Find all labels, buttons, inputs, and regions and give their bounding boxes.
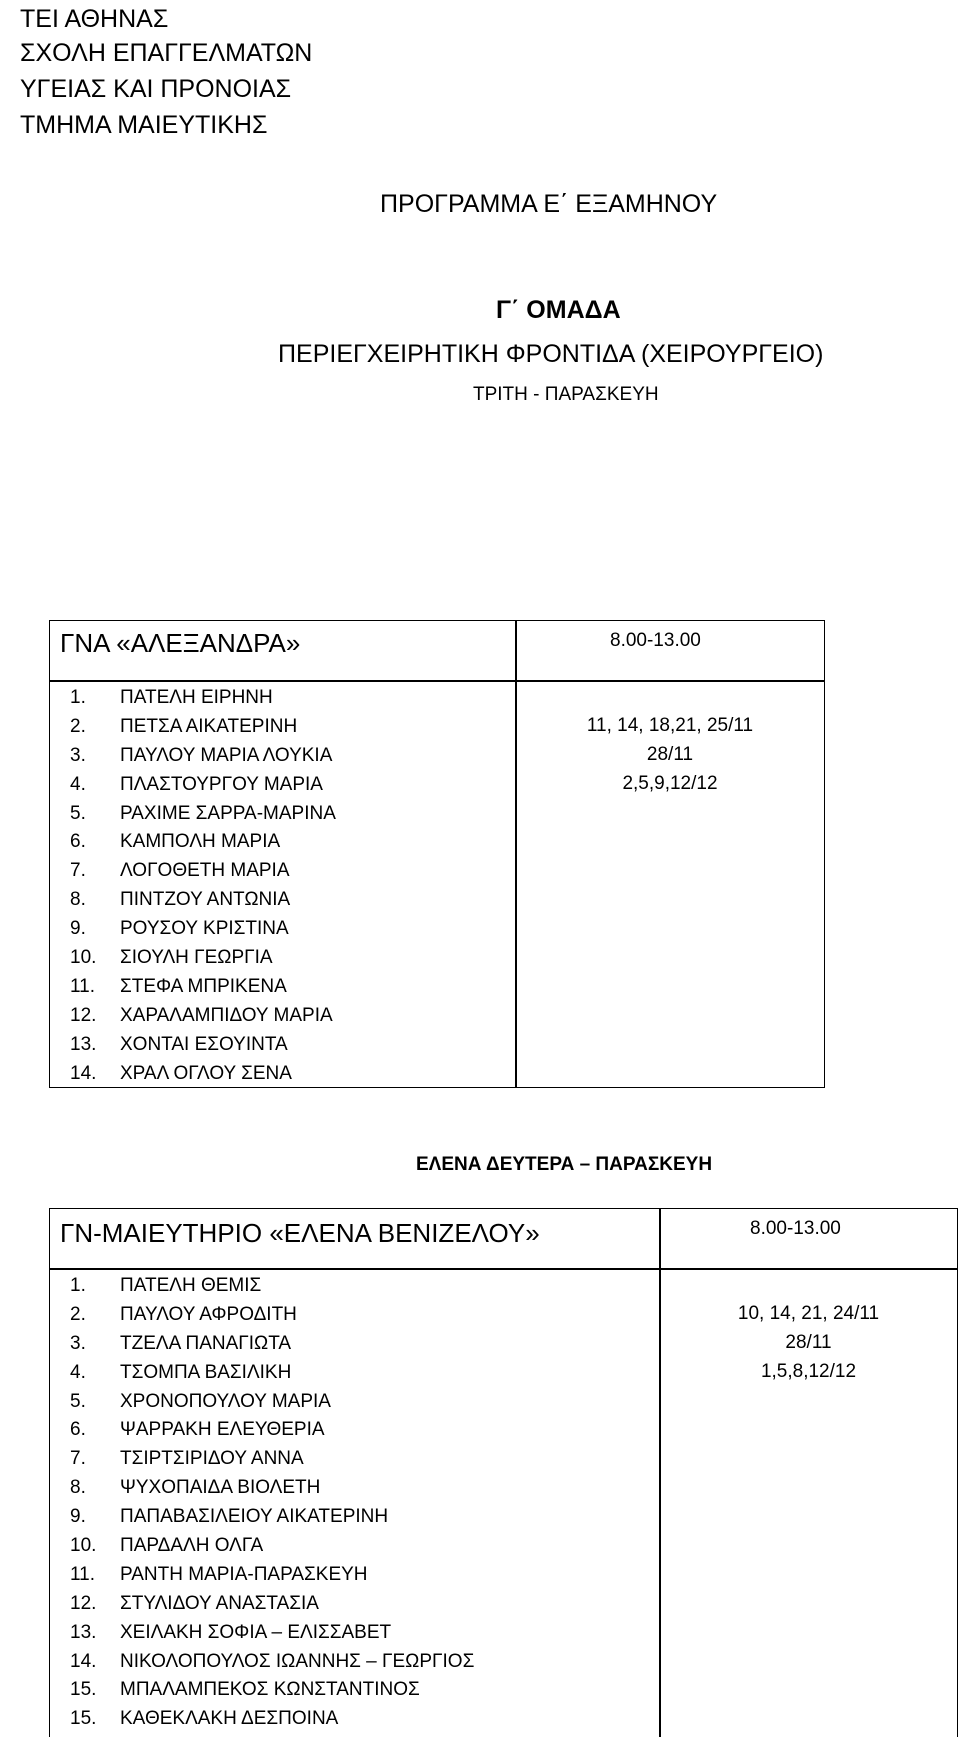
list-item-number: 10.	[70, 947, 97, 969]
list-item-number: 11.	[70, 975, 96, 997]
date-line: 28/11	[785, 1331, 832, 1353]
table-elena-header-divider	[49, 1268, 958, 1270]
list-item	[70, 1619, 474, 1648]
list-item-number: 6.	[70, 831, 86, 853]
list-item	[70, 1676, 474, 1705]
list-item	[70, 828, 336, 857]
list-item	[70, 944, 336, 973]
list-item	[70, 1445, 474, 1474]
table-elena-title: ΓΝ-ΜΑΙΕΥΤΗΡΙΟ «ΕΛΕΝΑ ΒΕΝΙΖΕΛΟΥ»	[60, 1218, 540, 1248]
list-item-number: 14.	[70, 1062, 97, 1084]
list-item-number: 5.	[70, 802, 86, 824]
table-alexandra-dates	[517, 712, 823, 799]
student-name: ΚΑΘΕΚΛΑΚΗ ΔΕΣΠΟΙΝΑ	[120, 1708, 339, 1730]
list-item-number: 10.	[70, 1535, 97, 1557]
list-item-number: 11.	[70, 1563, 96, 1585]
student-name: ΨΑΡΡΑΚΗ ΕΛΕΥΘΕΡΙΑ	[120, 1419, 325, 1441]
student-name: ΚΑΜΠΟΛΗ ΜΑΡΙΑ	[120, 831, 281, 853]
list-item-number: 15.	[70, 1679, 97, 1701]
list-item-number: 9.	[70, 1506, 86, 1528]
student-name: ΧΟΝΤΑΙ ΕΣΟΥΙΝΤΑ	[120, 1033, 288, 1055]
student-name: ΠΕΤΣΑ ΑΙΚΑΤΕΡΙΝΗ	[120, 715, 298, 737]
student-name: ΠΑΥΛΟΥ ΜΑΡΙΑ ΛΟΥΚΙΑ	[120, 744, 333, 766]
list-item-number: 7.	[70, 1448, 86, 1470]
table-elena-dates	[661, 1300, 956, 1387]
list-item	[70, 1532, 474, 1561]
table-alexandra-column-divider	[515, 620, 517, 1088]
list-item-number: 6.	[70, 1419, 86, 1441]
date-line: 10, 14, 21, 24/11	[737, 1303, 880, 1324]
group-days: ΤΡΙΤΗ - ΠΑΡΑΣΚΕΥΗ	[473, 384, 659, 405]
date-line: 1,5,8,12/12	[760, 1360, 857, 1382]
group-name: Γ΄ ΟΜΑΔΑ	[496, 296, 621, 324]
list-item	[70, 1474, 474, 1503]
list-item-number: 8.	[70, 889, 86, 911]
list-item	[70, 1301, 474, 1330]
list-item-number: 8.	[70, 1477, 86, 1499]
student-name: ΡΑΝΤΗ ΜΑΡΙΑ-ΠΑΡΑΣΚΕΥΗ	[120, 1563, 368, 1585]
student-name: ΠΑΥΛΟΥ ΑΦΡΟΔΙΤΗ	[120, 1303, 297, 1325]
list-item-number: 13.	[70, 1033, 97, 1055]
school-name: ΣΧΟΛΗ ΕΠΑΓΓΕΛΜΑΤΩΝ	[20, 39, 313, 67]
list-item	[70, 1272, 474, 1301]
student-name: ΧΑΡΑΛΑΜΠΙΔΟΥ ΜΑΡΙΑ	[120, 1004, 333, 1026]
table-elena-column-divider	[659, 1208, 661, 1737]
table-alexandra-title: ΓΝΑ «ΑΛΕΞΑΝΔΡΑ»	[60, 628, 301, 658]
list-item	[70, 713, 336, 742]
list-item	[70, 1705, 474, 1734]
list-item-number: 4.	[70, 773, 86, 795]
student-name: ΠΑΤΕΛΗ ΕΙΡΗΝΗ	[120, 687, 273, 708]
list-item	[70, 1416, 474, 1445]
list-item	[70, 1031, 336, 1060]
date-line: 28/11	[646, 743, 694, 765]
list-item	[70, 742, 336, 771]
list-item	[70, 1388, 474, 1417]
list-item	[70, 1002, 336, 1031]
list-item-number: 2.	[70, 1303, 86, 1325]
list-item	[70, 1503, 474, 1532]
list-item-number: 7.	[70, 860, 86, 882]
student-name: ΜΠΑΛΑΜΠΕΚΟΣ ΚΩΝΣΤΑΝΤΙΝΟΣ	[120, 1679, 420, 1701]
school-name-cont: ΥΓΕΙΑΣ ΚΑΙ ΠΡΟΝΟΙΑΣ	[20, 75, 292, 103]
student-name: ΠΑΠΑΒΑΣΙΛΕΙΟΥ ΑΙΚΑΤΕΡΙΝΗ	[120, 1506, 389, 1528]
list-item	[70, 1330, 474, 1359]
student-name: ΧΡΑΛ ΟΓΛΟΥ ΣΕΝΑ	[120, 1062, 292, 1084]
date-line: 2,5,9,12/12	[622, 772, 718, 794]
student-name: ΨΥΧΟΠΑΙΔΑ ΒΙΟΛΕΤΗ	[120, 1477, 321, 1499]
list-item-number: 5.	[70, 1390, 86, 1412]
list-item	[70, 857, 336, 886]
student-name: ΧΕΙΛΑΚΗ ΣΟΦΙΑ – ΕΛΙΣΣΑΒΕΤ	[120, 1621, 392, 1643]
date-line: 11, 14, 18,21, 25/11	[586, 715, 754, 736]
list-item	[70, 800, 336, 829]
list-item-number: 3.	[70, 1332, 86, 1354]
list-item-number: 14.	[70, 1650, 97, 1672]
list-item	[70, 1359, 474, 1388]
list-item-number: 4.	[70, 1361, 86, 1383]
program-title: ΠΡΟΓΡΑΜΜΑ Ε΄ ΕΞΑΜΗΝΟΥ	[380, 190, 718, 218]
list-item-number: 15.	[70, 1708, 97, 1730]
table-elena-hours: 8.00-13.00	[750, 1218, 841, 1239]
student-name: ΠΑΤΕΛΗ ΘΕΜΙΣ	[120, 1275, 262, 1296]
list-item-number: 2.	[70, 715, 86, 737]
group-subject: ΠΕΡΙΕΓΧΕΙΡΗΤΙΚΗ ΦΡΟΝΤΙΔΑ (ΧΕΙΡΟΥΡΓΕΙΟ)	[278, 340, 824, 368]
student-name: ΤΖΕΛΑ ΠΑΝΑΓΙΩΤΑ	[120, 1332, 292, 1354]
student-name: ΤΣΟΜΠΑ ΒΑΣΙΛΙΚΗ	[120, 1361, 292, 1383]
student-name: ΠΑΡΔΑΛΗ ΟΛΓΑ	[120, 1535, 264, 1557]
list-item-number: 12.	[70, 1592, 97, 1614]
student-name: ΧΡΟΝΟΠΟΥΛΟΥ ΜΑΡΙΑ	[120, 1390, 331, 1412]
student-name: ΠΛΑΣΤΟΥΡΓΟΥ ΜΑΡΙΑ	[120, 773, 323, 795]
student-name: ΛΟΓΟΘΕΤΗ ΜΑΡΙΑ	[120, 860, 290, 882]
table-alexandra-hours: 8.00-13.00	[610, 630, 701, 651]
table-elena-student-list	[70, 1272, 474, 1734]
list-item	[70, 1060, 336, 1089]
list-item-number: 1.	[70, 1275, 86, 1296]
student-name: ΤΣΙΡΤΣΙΡΙΔΟΥ ΑΝΝΑ	[120, 1448, 304, 1470]
student-name: ΣΙΟΥΛΗ ΓΕΩΡΓΙΑ	[120, 947, 273, 969]
student-name: ΣΤΥΛΙΔΟΥ ΑΝΑΣΤΑΣΙΑ	[120, 1592, 319, 1614]
list-item-number: 9.	[70, 918, 86, 940]
list-item-number: 1.	[70, 687, 86, 708]
list-item	[70, 1648, 474, 1677]
list-item-number: 12.	[70, 1004, 97, 1026]
table-alexandra-header-divider	[49, 680, 825, 682]
list-item	[70, 684, 336, 713]
list-item	[70, 1561, 474, 1590]
list-item	[70, 886, 336, 915]
list-item-number: 13.	[70, 1621, 97, 1643]
list-item	[70, 915, 336, 944]
student-name: ΠΙΝΤΖΟΥ ΑΝΤΩΝΙΑ	[120, 889, 291, 911]
list-item	[70, 973, 336, 1002]
section2-caption: ΕΛΕΝΑ ΔΕΥΤΕΡΑ – ΠΑΡΑΣΚΕΥΗ	[416, 1154, 713, 1175]
table-alexandra-student-list	[70, 684, 336, 1088]
list-item	[70, 771, 336, 800]
student-name: ΣΤΕΦΑ ΜΠΡΙΚΕΝΑ	[120, 975, 287, 997]
list-item-number: 3.	[70, 744, 86, 766]
list-item	[70, 1590, 474, 1619]
student-name: ΡΑΧΙΜΕ ΣΑΡΡΑ-ΜΑΡΙΝΑ	[120, 802, 336, 824]
institution-name: ΤΕΙ ΑΘΗΝΑΣ	[20, 5, 169, 33]
student-name: ΡΟΥΣΟΥ ΚΡΙΣΤΙΝΑ	[120, 918, 289, 940]
student-name: ΝΙΚΟΛΟΠΟΥΛΟΣ ΙΩΑΝΝΗΣ – ΓΕΩΡΓΙΟΣ	[120, 1650, 475, 1672]
department-name: ΤΜΗΜΑ ΜΑΙΕΥΤΙΚΗΣ	[20, 111, 268, 139]
